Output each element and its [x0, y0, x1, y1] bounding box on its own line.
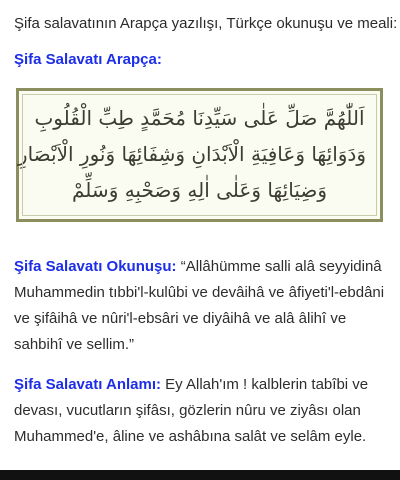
anlam-paragraph	[14, 372, 392, 450]
arabic-line: اَللّٰهُمَّ صَلِّ عَلٰى سَيِّدِنَا مُحَمَّدٍ طِبِّ الْقُلُوبِ	[34, 106, 365, 130]
arabic-line: وَدَوَائِهَا وَعَافِيَةِ الْاَبْدَانِ وَشِفَائِهَا وَنُورِ الْاَبْصَارِ	[17, 142, 366, 166]
anlam-text: Ey Allah'ım ! kalblerin tabîbi ve devası, vucutların şifâsı, gözlerin nûru ve ziyâsı olan Muhammed'e, âline ve ashâbına salât ve selâm eyle.	[14, 376, 369, 445]
arabic-text	[19, 91, 380, 208]
arabic-section-title: Şifa Salavatı Arapça:	[14, 51, 162, 68]
okunus-label: Şifa Salavatı Okunuşu:	[14, 258, 177, 275]
arabic-text-box	[16, 88, 383, 222]
intro-text: Şifa salavatının Arapça yazılışı, Türkçe okunuşu ve meali:	[14, 15, 398, 32]
okunus-paragraph	[14, 254, 392, 358]
okunus-text: “Allâhümme salli alâ seyyidinâ Muhammedin tıbbi'l-kulûbi ve devâihâ ve âfiyeti'l-ebdâni ve şifâihâ ve nûri'l-ebsâri ve diyâihâ ve alâ âlihî ve sahbihî ve sellim.”	[14, 258, 385, 353]
arabic-line: وَضِيَائِهَا وَعَلٰى اٰلِهِ وَصَحْبِهِ وَسَلِّمْ	[72, 178, 327, 202]
bottom-bar	[0, 470, 400, 480]
anlam-label: Şifa Salavatı Anlamı:	[14, 376, 161, 393]
